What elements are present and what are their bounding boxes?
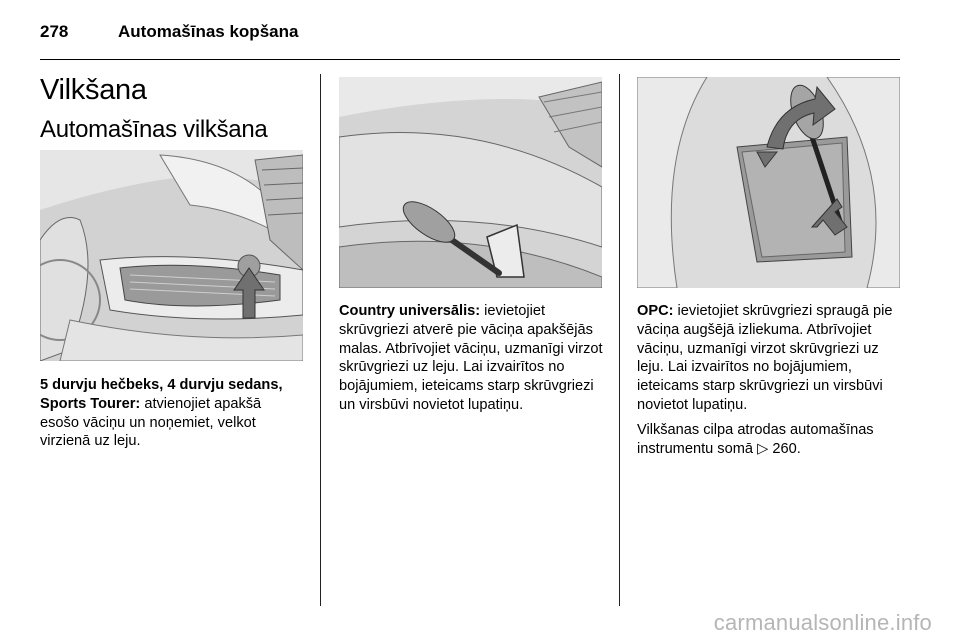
column-2-text	[339, 302, 603, 415]
column-divider-2	[619, 74, 620, 606]
column-1-body: atvienojiet apakšā esošo vāciņu un noņemiet, velkot virzienā uz leju.	[40, 395, 262, 450]
section-title: Automašīnas kopšana	[118, 22, 299, 41]
column-3-body: ievietojiet skrūvgriezi spraugā pie vāciņa augšējā izliekuma. Atbrīvojiet vāciņu, uzmanīgi virzot skrūvgriezi uz leju. Lai izvairītos no bojājumiem, ieteicams starp skrūvgriezi un virsbūvi novietot lupatiņu.	[637, 303, 893, 413]
column-3-lead: OPC:	[637, 303, 674, 319]
watermark: carmanualsonline.info	[713, 610, 932, 635]
column-divider-1	[320, 74, 321, 606]
figure-bumper-cover	[40, 150, 303, 361]
page-reference-arrow-icon[interactable]: ▷	[757, 440, 769, 457]
column-2-body: ievietojiet skrūvgriezi atverē pie vāciņa apakšējās malas. Atbrīvojiet vāciņu, uzmanīgi virzot skrūvgriezi uz leju. Lai izvairītos no bojājumiem, ieteicams starp skrūvgriezi un virsbūvi novietot lupatiņu.	[339, 303, 603, 413]
figure-screwdriver-lower-edge	[339, 77, 602, 288]
column-3-ref-page[interactable]: 260.	[772, 440, 801, 457]
column-3-para-1	[637, 302, 901, 415]
column-3-para-2	[637, 421, 901, 459]
column-3-text	[637, 302, 901, 458]
column-1-text	[40, 376, 302, 451]
column-3-extra: Vilkšanas cilpa atrodas automašīnas instrumentu somā	[637, 421, 874, 457]
column-2-lead: Country universālis:	[339, 303, 481, 319]
page-subtitle: Automašīnas vilkšana	[40, 116, 268, 143]
column-1-lead: 5 durvju hečbeks, 4 durvju sedans, Sports Tourer:	[40, 377, 283, 412]
figure-screwdriver-opc	[637, 77, 900, 288]
page-title: Vilkšana	[40, 74, 147, 106]
page-number: 278	[40, 22, 69, 41]
header-divider	[40, 59, 900, 60]
